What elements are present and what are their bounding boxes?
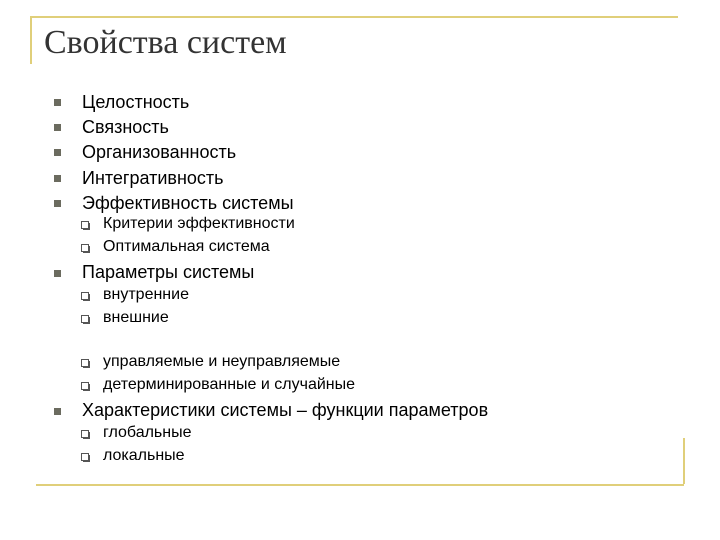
bullet-box-icon (81, 221, 89, 229)
list-subitem: внешние (103, 309, 169, 326)
bullet-square-icon (54, 175, 61, 182)
list-subitem: Оптимальная система (103, 238, 270, 255)
list-subitem: внутренние (103, 286, 189, 303)
bullet-square-icon (54, 200, 61, 207)
bullet-square-icon (54, 408, 61, 415)
list-item: Эффективность системы (82, 193, 294, 213)
list-subitem: локальные (103, 447, 185, 464)
list-item: Организованность (82, 142, 237, 162)
slide-title: Свойства систем (44, 24, 287, 61)
frame-right-line (683, 438, 685, 484)
list-subitem: Критерии эффективности (103, 215, 295, 232)
frame-left-line (30, 16, 32, 64)
list-subitem: детерминированные и случайные (103, 376, 356, 393)
bullet-square-icon (54, 99, 61, 106)
list-item: Интегративность (82, 168, 224, 188)
list-item: Целостность (82, 92, 190, 112)
list-item: Связность (82, 117, 169, 137)
bullet-box-icon (81, 292, 89, 300)
bullet-box-icon (81, 315, 89, 323)
bullet-square-icon (54, 149, 61, 156)
bullet-box-icon (81, 430, 89, 438)
bullet-box-icon (81, 359, 89, 367)
bullet-box-icon (81, 382, 89, 390)
bullet-box-icon (81, 453, 89, 461)
list-item: Характеристики системы – функции параметров (82, 400, 489, 420)
frame-top-line (30, 16, 678, 18)
frame-bottom-line (36, 484, 684, 486)
list-item: Параметры системы (82, 262, 255, 282)
list-subitem: глобальные (103, 424, 192, 441)
bullet-square-icon (54, 270, 61, 277)
bullet-box-icon (81, 244, 89, 252)
list-subitem: управляемые и неуправляемые (103, 353, 341, 370)
bullet-square-icon (54, 124, 61, 131)
